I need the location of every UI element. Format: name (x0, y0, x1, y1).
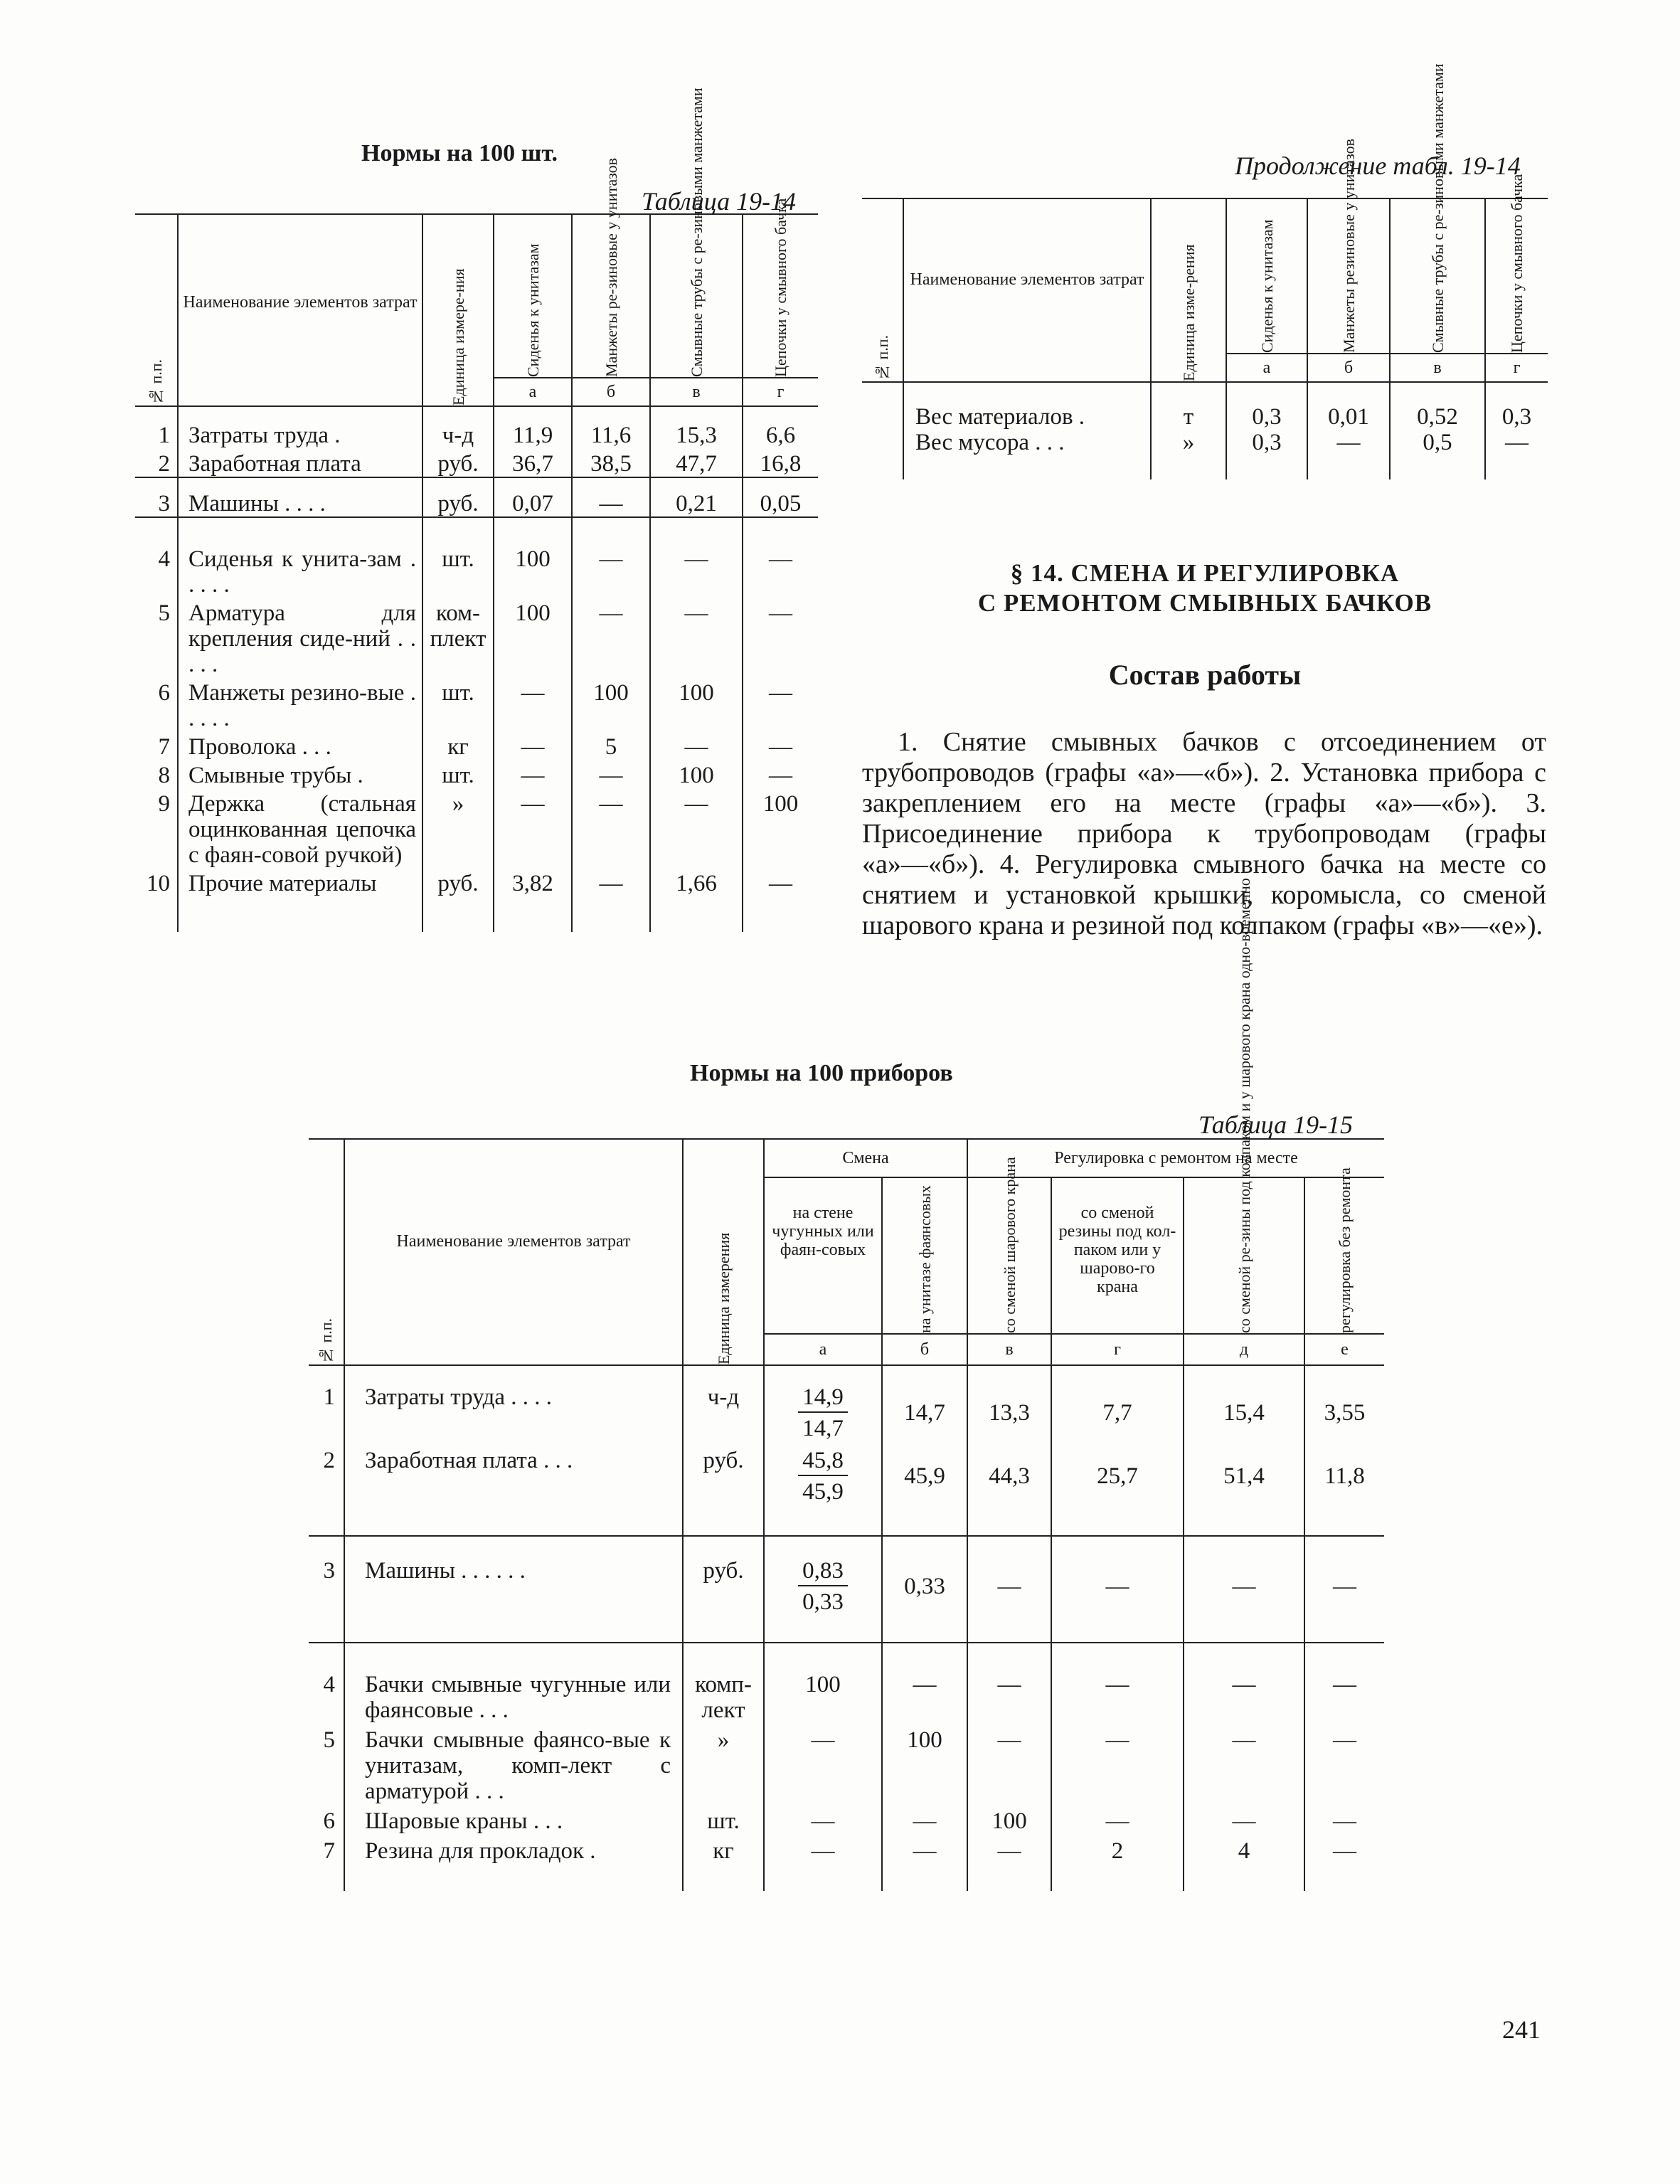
t1-row-unit: » (422, 788, 494, 868)
fraction-top: 14,9 (798, 1384, 848, 1413)
t1-row-value: — (572, 517, 650, 598)
t1-row-unit: руб. (422, 477, 494, 517)
t1-row-value: 36,7 (494, 448, 572, 477)
t1-row-value: — (743, 677, 818, 731)
t1-col-header-1-text: Манжеты ре-зиновые у унитазов (602, 157, 620, 377)
t2-row (309, 1443, 1384, 1536)
t2-col-header-1-text: на унитазе фаянсовых (915, 1184, 934, 1333)
fraction (798, 1558, 848, 1615)
t1-row-num: 2 (158, 451, 170, 477)
t1-col-letter-3: г (743, 378, 818, 406)
t1c-col-letter-0: а (1226, 354, 1307, 382)
t1-row-value: 47,7 (650, 448, 743, 477)
fraction (798, 1384, 848, 1441)
t2-row-value: 15,4 (1184, 1365, 1304, 1443)
t1-row-value: — (572, 760, 650, 788)
t1-row-name: Машины . . . . (178, 477, 422, 517)
t1-row-value: — (572, 788, 650, 868)
t1c-col-letter-1: б (1307, 354, 1390, 382)
t1c-row-value: 0,3 (1226, 430, 1307, 479)
t1c-row-value: 0,5 (1390, 430, 1485, 479)
t1c-unit-header (1151, 198, 1226, 382)
t1-row-num: 6 (158, 680, 170, 706)
t1-row-value: 11,9 (494, 406, 572, 448)
t2-num-header (309, 1139, 344, 1365)
t1-row (135, 760, 818, 788)
t2-row-value: — (1304, 1643, 1384, 1723)
t1-col-header-3 (743, 198, 818, 378)
t2-row-num: 4 (309, 1643, 344, 1723)
t1-num-header (135, 214, 178, 406)
t2-row-value: — (1051, 1536, 1184, 1643)
fraction-top: 45,8 (798, 1448, 848, 1476)
t1-row-name: Смывные трубы . (178, 760, 422, 788)
t1-col-header-2-text: Смывные трубы с ре-зиновыми манжетами (687, 88, 706, 377)
t1c-col-header-3-text: Цепочки у смывного бачка (1508, 174, 1526, 353)
t2-unit-header-text: Единица измерения (714, 1232, 733, 1364)
t2-row-value: 100 (764, 1643, 882, 1723)
t1-row-value: — (494, 760, 572, 788)
t1-row-value: — (494, 731, 572, 760)
t2-col-header-4-text: со сменой ре-зины под колпаком и у шарового крана одно-временно (1235, 878, 1253, 1333)
work-description: 1. Снятие смывных бачков с отсоединением от трубопроводов (графы «а»—«б»). 2. Установка прибора с закреплением его на месте (графы «а»—«б»). 3. Присоединение прибора к трубопроводам (графы «а»—«б»). 4. Регулировка смывного бачка на месте со снятием и установкой крышки, коромысла, со сменой шарового крана и резиной под колпаком (графы «в»—«е»). (862, 727, 1546, 940)
t2-row-value: — (1184, 1536, 1304, 1643)
t1-row-unit: ч-д (422, 406, 494, 448)
t1-row-value: — (650, 731, 743, 760)
t1-row-value: 100 (650, 677, 743, 731)
t1-col-header-0-text: Сиденья к унитазам (523, 243, 542, 377)
t1-row (135, 788, 818, 868)
t2-row-value: 25,7 (1051, 1443, 1184, 1536)
t1-row-value: 0,21 (650, 477, 743, 517)
t1-row-value: 6,6 (743, 406, 818, 448)
t1-row-name: Манжеты резино-вые . . . . . (178, 677, 422, 731)
t1c-row-value: 0,52 (1390, 382, 1485, 430)
t1-row-unit: руб. (422, 448, 494, 477)
section-title-line-2: С РЕМОНТОМ СМЫВНЫХ БАЧКОВ (977, 589, 1432, 617)
t1-row-name: Заработная плата (178, 448, 422, 477)
t2-row-value: — (967, 1536, 1051, 1643)
t1-row-num: 9 (158, 791, 170, 817)
t1-col-letter-2: в (650, 378, 743, 406)
t1-row-name: Арматура для крепления сиде-ний . . . . . (178, 598, 422, 677)
t1c-row-name: Вес материалов . (903, 382, 1151, 430)
t1c-row-unit: » (1151, 430, 1226, 479)
t1-row-value: 100 (743, 788, 818, 868)
t1-row-num: 10 (147, 871, 170, 896)
t1-row-num: 5 (158, 600, 170, 626)
t1-row-value: — (494, 788, 572, 868)
t1c-row (862, 382, 1548, 430)
t1-row-value: 100 (494, 517, 572, 598)
t2-row-value: — (882, 1834, 967, 1891)
t2-row (309, 1643, 1384, 1723)
t2-row-unit: ч-д (683, 1365, 764, 1443)
t2-row-value-a (764, 1365, 882, 1443)
t1-row-name: Держка (стальная оцинкованная цепочка с фаян-совой ручкой) (178, 788, 422, 868)
t1-row-value: 0,05 (743, 477, 818, 517)
t2-row-unit: » (683, 1723, 764, 1804)
t2-row-unit: шт. (683, 1804, 764, 1834)
t1-row (135, 448, 818, 477)
t2-row-num: 2 (323, 1448, 335, 1473)
t1-row-unit: шт. (422, 517, 494, 598)
t1-row-value: 1,66 (650, 868, 743, 932)
t2-group-change: Смена (764, 1139, 967, 1177)
t2-row-value: — (967, 1723, 1051, 1804)
t2-row-value: — (967, 1834, 1051, 1891)
t1c-unit-header-text: Единица изме-рения (1179, 244, 1198, 381)
t1-row-value: 38,5 (572, 448, 650, 477)
t1-row-value: 15,3 (650, 406, 743, 448)
t1-row-value: 11,6 (572, 406, 650, 448)
t2-row-value: — (882, 1804, 967, 1834)
t1-row-name: Проволока . . . (178, 731, 422, 760)
section-subtitle: Состав работы (1108, 659, 1302, 691)
t1-row (135, 517, 818, 598)
t1-row (135, 677, 818, 731)
t2-row-value-a (764, 1536, 882, 1643)
t2-row-value: 45,9 (882, 1443, 967, 1536)
t1-row-value: — (743, 598, 818, 677)
t2-row-value: — (967, 1643, 1051, 1723)
t2-row-name: Затраты труда . . . . (344, 1365, 683, 1443)
t1-row-unit: ком-плект (422, 598, 494, 677)
t2-row-value: — (1051, 1723, 1184, 1804)
t2-row-value: 2 (1051, 1834, 1184, 1891)
t2-row-value: — (1304, 1536, 1384, 1643)
t2-col-header-1 (882, 1177, 967, 1334)
t2-col-letter-5: е (1304, 1334, 1384, 1365)
t1-row-name: Сиденья к унита-зам . . . . . (178, 517, 422, 598)
t1-row-num: 3 (135, 477, 178, 517)
t1-row-value: 5 (572, 731, 650, 760)
t1-row-value: 100 (494, 598, 572, 677)
t2-row (309, 1804, 1384, 1834)
t1-row-value: — (572, 598, 650, 677)
t2-row (309, 1365, 1384, 1443)
t2-row-value: — (764, 1723, 882, 1804)
t1c-row-value: — (1485, 430, 1548, 479)
t1-num-header-text: № п.п. (147, 359, 165, 405)
t1-col-header-1 (572, 157, 650, 378)
t2-group-adjust: Регулировка с ремонтом на месте (967, 1139, 1384, 1177)
t1-row-value: 0,07 (494, 477, 572, 517)
t1c-col-letter-3: г (1485, 354, 1548, 382)
t2-col-header-5 (1304, 1167, 1384, 1334)
t1-row-value: 100 (650, 760, 743, 788)
t2-row-value: — (1051, 1643, 1184, 1723)
t1-col-letter-1: б (572, 378, 650, 406)
t1-col-letter-0: а (494, 378, 572, 406)
t1c-row (862, 430, 1548, 479)
left-heading: Нормы на 100 шт. (361, 140, 558, 166)
t2-col-letter-0: а (764, 1334, 882, 1365)
t1c-col-header-3 (1485, 174, 1548, 354)
t2-row-value: — (764, 1834, 882, 1891)
t2-row (309, 1834, 1384, 1891)
page-number: 241 (1502, 2015, 1541, 2044)
t2-row-unit: комп-лект (683, 1643, 764, 1723)
t2-row-name: Шаровые краны . . . (344, 1804, 683, 1834)
t1c-col-letter-2: в (1390, 354, 1485, 382)
section-title-line-1: § 14. СМЕНА И РЕГУЛИРОВКА (1010, 559, 1400, 587)
table-19-15-caption: Таблица 19-15 (1198, 1110, 1354, 1139)
t2-row-value: — (1304, 1723, 1384, 1804)
t1-row-value: — (743, 868, 818, 932)
t1-row-num: 7 (158, 734, 170, 760)
t1c-row-num (862, 382, 903, 430)
t1-row-value: — (743, 731, 818, 760)
t2-row-value: 14,7 (882, 1365, 967, 1443)
t2-row-name: Резина для прокладок . (344, 1834, 683, 1891)
t1c-row-value: — (1307, 430, 1390, 479)
t2-col-header-2-text: со сменой шарового крана (1000, 1157, 1019, 1333)
fraction-bottom: 45,9 (802, 1479, 844, 1505)
t2-row-unit: руб. (683, 1443, 764, 1536)
t2-row-value: 11,8 (1304, 1443, 1384, 1536)
t1c-row-value: 0,3 (1485, 382, 1548, 430)
t2-col-header-0: на стене чугунных или фаян-совых (764, 1177, 882, 1334)
t1c-row-value: 0,01 (1307, 382, 1390, 430)
t2-row-value: 13,3 (967, 1365, 1051, 1443)
t1c-row-name: Вес мусора . . . (903, 430, 1151, 479)
t1c-col-header-1-text: Манжеты резиновые у унитазов (1339, 138, 1358, 353)
t1-row-unit: руб. (422, 868, 494, 932)
t1-row-value: — (743, 517, 818, 598)
t2-row (309, 1536, 1384, 1643)
t1-row-value: — (572, 477, 650, 517)
t1c-num-header (862, 198, 903, 382)
t1-row (135, 477, 818, 517)
t2-row-unit: руб. (683, 1536, 764, 1643)
t1-name-header: Наименование элементов затрат (178, 214, 422, 406)
t2-row-name: Заработная плата . . . (344, 1443, 683, 1536)
t2-row-value: 0,33 (882, 1536, 967, 1643)
t2-num-header-text: № п.п. (317, 1318, 335, 1364)
t1-row-value: — (572, 868, 650, 932)
continuation-caption: Продолжение табл. 19-14 (1235, 152, 1521, 180)
t2-row-value: — (1304, 1834, 1384, 1891)
t1-row-unit: шт. (422, 760, 494, 788)
t1c-row-num (862, 430, 903, 479)
t1-col-header-3-text: Цепочки у смывного бачка (772, 198, 790, 377)
t1-col-header-0 (494, 214, 572, 378)
t1c-name-header: Наименование элементов затрат (903, 198, 1151, 382)
t2-row-value-a (764, 1443, 882, 1536)
t1-row-name: Прочие материалы (178, 868, 422, 932)
t2-row-name: Машины . . . . . . (344, 1536, 683, 1643)
t1-row-value: — (743, 760, 818, 788)
t1c-col-header-0-text: Сиденья к унитазам (1258, 219, 1276, 353)
t2-col-letter-3: г (1051, 1334, 1184, 1365)
t1c-col-header-1 (1307, 138, 1390, 354)
t1c-col-header-2-text: Смывные трубы с ре-зиновыми манжетами (1428, 63, 1447, 353)
t2-row-num: 1 (323, 1384, 335, 1410)
t1-unit-header (422, 214, 494, 406)
t2-row-value: 7,7 (1051, 1365, 1184, 1443)
table-19-14-caption: Таблица 19-14 (642, 187, 797, 216)
t2-col-letter-4: д (1184, 1334, 1304, 1365)
t2-name-header: Наименование элементов затрат (344, 1139, 683, 1365)
t1-row-num: 4 (135, 517, 178, 598)
t2-col-header-3: со сменой резины под кол-паком или у шарово-го крана (1051, 1177, 1184, 1334)
t2-unit-header (683, 1139, 764, 1365)
t2-row-value: — (1051, 1804, 1184, 1834)
fraction-top: 0,83 (798, 1558, 848, 1586)
t1c-row-unit: т (1151, 382, 1226, 430)
t1-row-value: — (650, 788, 743, 868)
t2-row-name: Бачки смывные чугунные или фаянсовые . . . (344, 1643, 683, 1723)
t1c-num-header-text: № п.п. (873, 334, 891, 381)
t1-row-unit: шт. (422, 677, 494, 731)
t2-row-value: — (1304, 1804, 1384, 1834)
t1-row-value: 16,8 (743, 448, 818, 477)
t2-row-value: — (1184, 1723, 1304, 1804)
t1c-col-header-0 (1226, 198, 1307, 354)
fraction-bottom: 0,33 (802, 1589, 844, 1615)
t2-row (309, 1723, 1384, 1804)
t2-row-value: — (1184, 1804, 1304, 1834)
t2-row-value: — (1184, 1643, 1304, 1723)
t1-row-unit: кг (422, 731, 494, 760)
t2-row-value: 4 (1184, 1834, 1304, 1891)
t2-col-letter-1: б (882, 1334, 967, 1365)
t2-row-num: 3 (309, 1536, 344, 1643)
t1-row-value: — (494, 677, 572, 731)
t2-row-value: 51,4 (1184, 1443, 1304, 1536)
t2-row-value: 3,55 (1304, 1365, 1384, 1443)
t2-row-num: 6 (323, 1808, 335, 1834)
t1-row-value: 3,82 (494, 868, 572, 932)
fraction (798, 1448, 848, 1505)
t2-col-header-2 (967, 1157, 1051, 1334)
t1-row-num: 8 (158, 763, 170, 788)
t2-row-value: 100 (967, 1804, 1051, 1834)
t2-row-num: 7 (323, 1838, 335, 1864)
t2-col-letter-2: в (967, 1334, 1051, 1365)
t1-row (135, 406, 818, 448)
t2-row-value: — (882, 1643, 967, 1723)
t1-row-value: 100 (572, 677, 650, 731)
t2-col-header-5-text: регулировка без ремонта (1336, 1167, 1354, 1333)
t2-row-value: 100 (882, 1723, 967, 1804)
t1c-col-header-2 (1390, 63, 1485, 354)
t1-row (135, 731, 818, 760)
t1c-row-value: 0,3 (1226, 382, 1307, 430)
t1-row-value: — (650, 517, 743, 598)
t2-row-unit: кг (683, 1834, 764, 1891)
t1-unit-header-text: Единица измере-ния (449, 268, 467, 405)
t1-row-num: 1 (158, 423, 170, 448)
t1-row-name: Затраты труда . (178, 406, 422, 448)
t2-row-value: 44,3 (967, 1443, 1051, 1536)
t2-row-num: 5 (323, 1727, 335, 1753)
section-title (862, 558, 1548, 618)
t2-row-name: Бачки смывные фаянсо-вые к унитазам, комп-лект с арматурой . . . (344, 1723, 683, 1804)
fraction-bottom: 14,7 (802, 1416, 844, 1441)
table-19-15-heading: Нормы на 100 приборов (690, 1060, 953, 1086)
t1-row (135, 868, 818, 932)
t2-row-value: — (764, 1804, 882, 1834)
t1-row (135, 598, 818, 677)
t1-row-value: — (650, 598, 743, 677)
